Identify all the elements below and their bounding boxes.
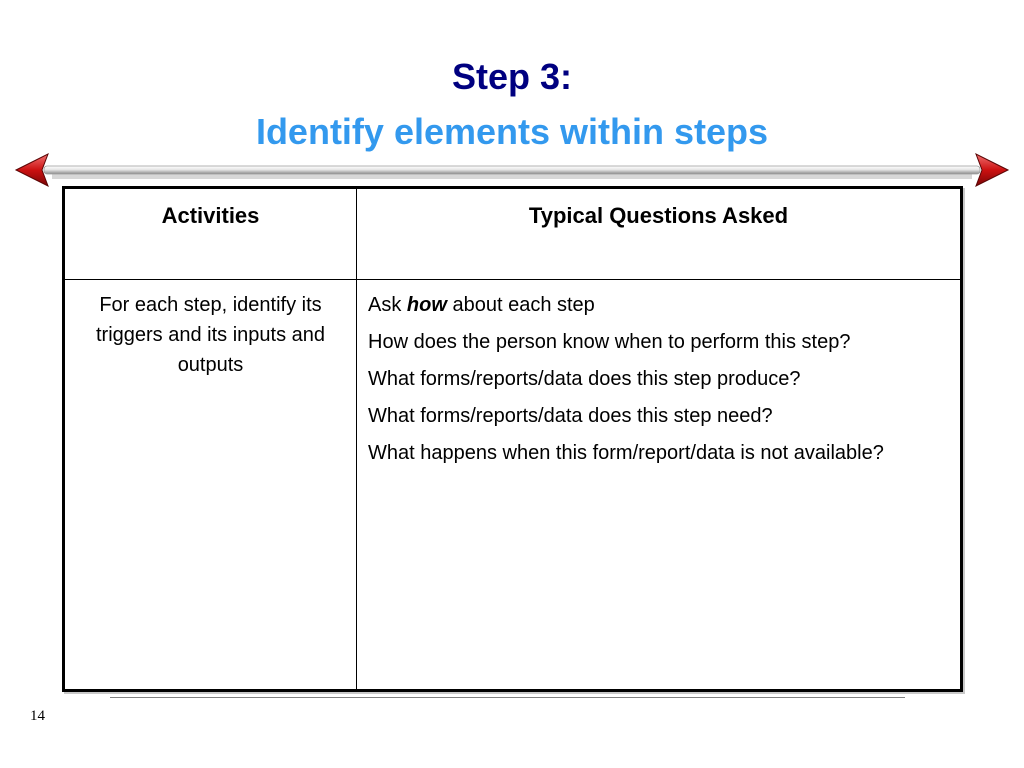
question-prefix: Ask (368, 294, 407, 316)
question-item: How does the person know when to perform this step? (368, 331, 851, 353)
steps-table (62, 186, 963, 692)
activity-cell: For each step, identify its triggers and its inputs and outputs (65, 280, 357, 689)
column-header-activities: Activities (65, 189, 357, 280)
slide-subtitle: Identify elements within steps (255, 111, 769, 152)
question-item: What happens when this form/report/data is not available? (368, 442, 884, 464)
question-item (368, 290, 946, 320)
footer-divider (110, 697, 905, 698)
question-suffix: about each step (446, 294, 595, 316)
column-header-questions: Typical Questions Asked (357, 189, 960, 280)
page-number: 14 (30, 708, 45, 724)
question-emphasis: how (406, 294, 447, 316)
questions-cell (357, 280, 960, 689)
question-item: What forms/reports/data does this step need? (368, 405, 773, 427)
question-item: What forms/reports/data does this step produce? (368, 368, 801, 390)
slide-title: Step 3: (451, 56, 573, 97)
